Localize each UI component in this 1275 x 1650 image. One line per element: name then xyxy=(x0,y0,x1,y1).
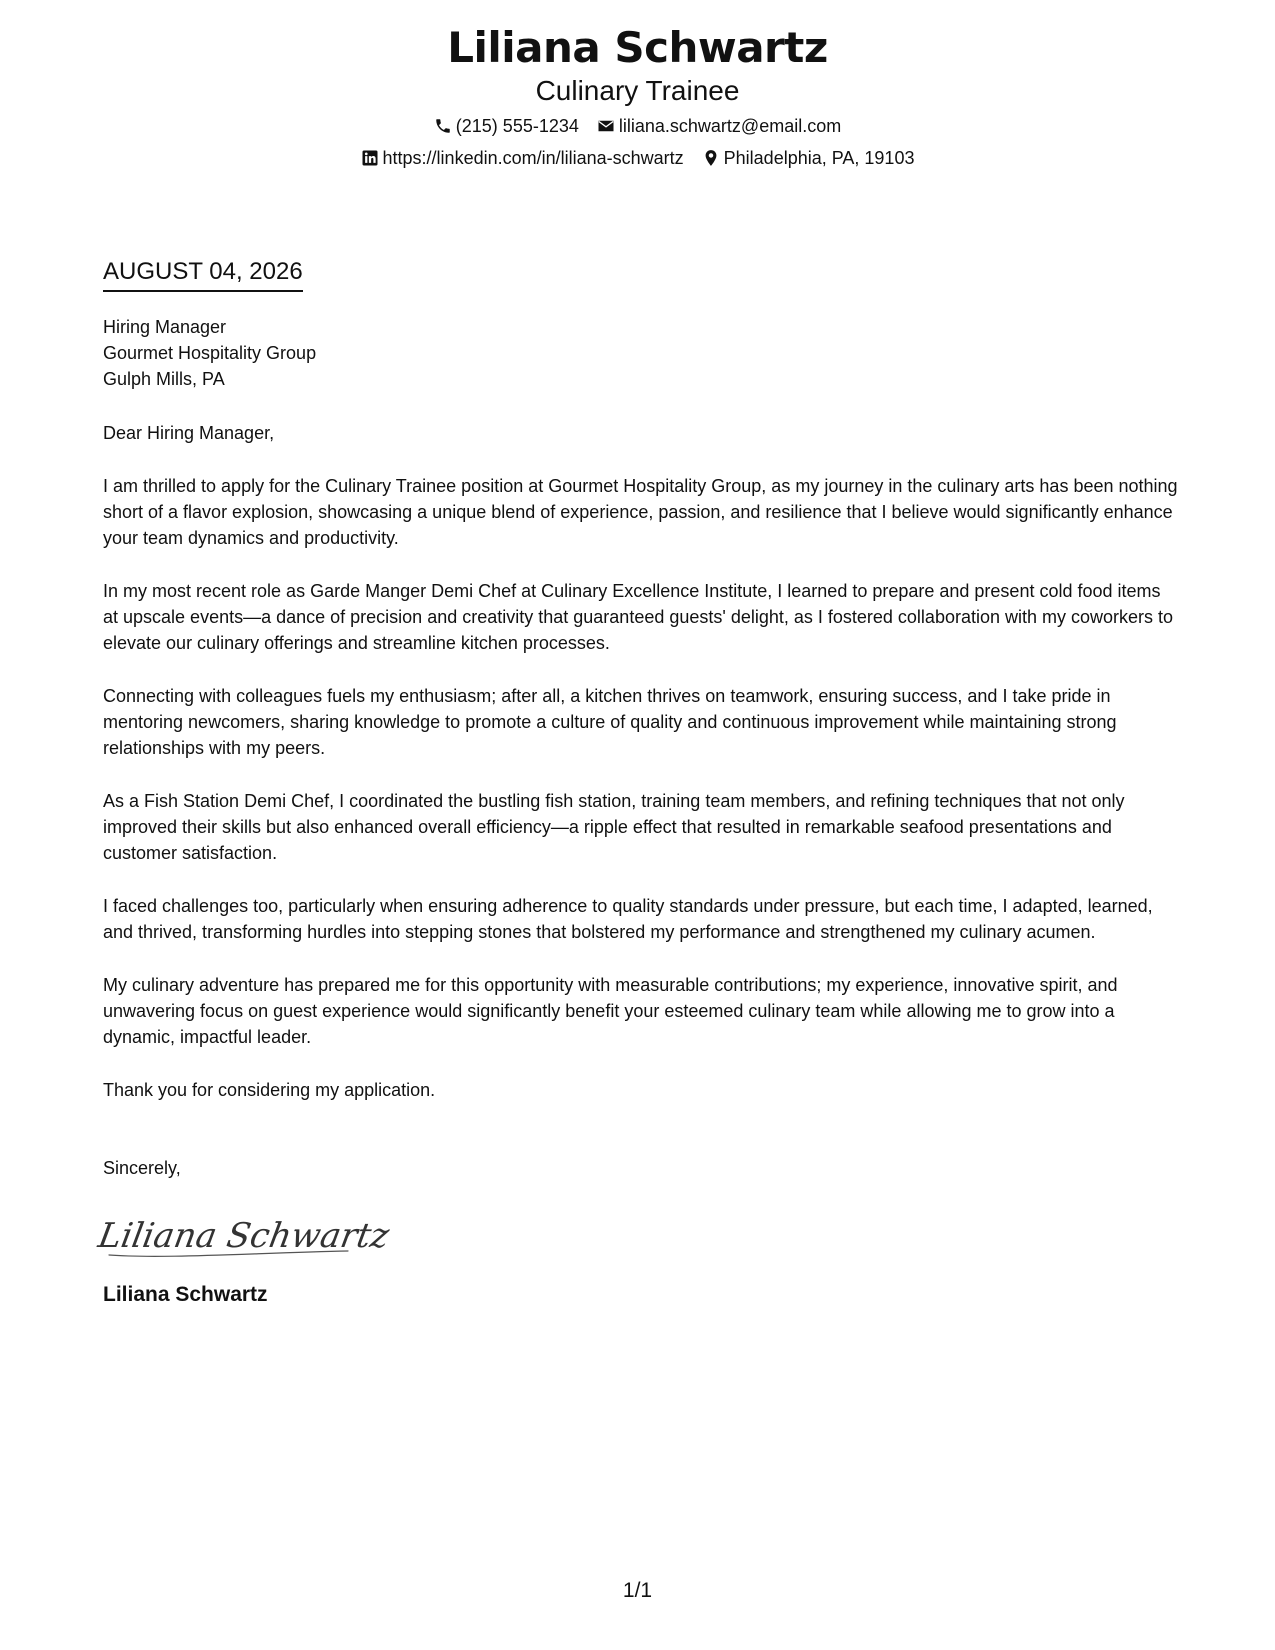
linkedin-icon xyxy=(361,149,379,167)
body-paragraph: Connecting with colleagues fuels my enthusiasm; after all, a kitchen thrives on teamwork, ensuring success, and I take pride in mentoring newcomers, sharing knowledge to promote a culture of quality and continuous improvement while maintaining strong relationships with my peers. xyxy=(103,686,1117,758)
contact-linkedin[interactable] xyxy=(361,146,684,170)
body-paragraph: My culinary adventure has prepared me for this opportunity with measurable contributions; my experience, innovative spirit, and unwavering focus on guest experience would significantly benefit your esteemed culinary team while allowing me to grow into a dynamic, impactful leader. xyxy=(103,975,1118,1047)
phone-number: (215) 555-1234 xyxy=(455,116,579,136)
contact-email[interactable] xyxy=(597,114,841,138)
recipient-location: Gulph Mills, PA xyxy=(103,369,225,389)
applicant-role: Culinary Trainee xyxy=(535,75,740,106)
closing: Sincerely, xyxy=(103,1158,181,1178)
body-paragraph: I am thrilled to apply for the Culinary Trainee position at Gourmet Hospitality Group, as my journey in the culinary arts has been nothing short of a flavor explosion, showcasing a unique blend of experience, passion, and resilience that I believe would significantly enhance your team dynamics and productivity. xyxy=(103,476,1178,548)
body-paragraph: I faced challenges too, particularly when ensuring adherence to quality standards under pressure, but each time, I adapted, learned, and thrived, transforming hurdles into stepping stones that bolstered my performance and strengthened my culinary acumen. xyxy=(103,896,1153,942)
recipient-title: Hiring Manager xyxy=(103,317,227,337)
envelope-icon xyxy=(597,117,615,135)
contact-row-primary xyxy=(0,114,1275,138)
body-paragraph: In my most recent role as Garde Manger Demi Chef at Culinary Excellence Institute, I learned to prepare and present cold food items at upscale events—a dance of precision and creativity that guaranteed guests' delight, as I fostered collaboration with my coworkers to elevate our culinary offerings and streamline kitchen processes. xyxy=(103,581,1174,653)
recipient-block xyxy=(103,314,1178,392)
contact-row-secondary xyxy=(0,146,1275,170)
page-number: 1/1 xyxy=(622,1579,653,1602)
handwritten-signature xyxy=(95,1201,1178,1271)
signature-text: Liliana Schwartz xyxy=(95,1216,393,1256)
location-text: Philadelphia, PA, 19103 xyxy=(723,148,915,168)
thank-you-line: Thank you for considering my application. xyxy=(103,1080,436,1100)
salutation: Dear Hiring Manager, xyxy=(103,423,275,443)
body-paragraph: As a Fish Station Demi Chef, I coordinated the bustling fish station, training team members, and refining techniques that not only improved their skills but also enhanced overall efficiency—a ripple effect that resulted in remarkable seafood presentations and customer satisfaction. xyxy=(103,791,1125,863)
contact-phone[interactable] xyxy=(434,114,579,138)
recipient-company: Gourmet Hospitality Group xyxy=(103,343,317,363)
letter-body xyxy=(95,256,1178,1309)
email-address: liliana.schwartz@email.com xyxy=(618,116,842,136)
phone-icon xyxy=(434,117,452,135)
signer-name: Liliana Schwartz xyxy=(103,1283,268,1306)
linkedin-url: https://linkedin.com/in/liliana-schwartz xyxy=(382,148,684,168)
letter-date: AUGUST 04, 2026 xyxy=(103,256,303,292)
letter-header xyxy=(0,22,1275,170)
map-pin-icon xyxy=(702,149,720,167)
applicant-name: Liliana Schwartz xyxy=(447,23,828,72)
contact-location xyxy=(702,146,915,170)
signature-graphic xyxy=(95,1201,393,1271)
